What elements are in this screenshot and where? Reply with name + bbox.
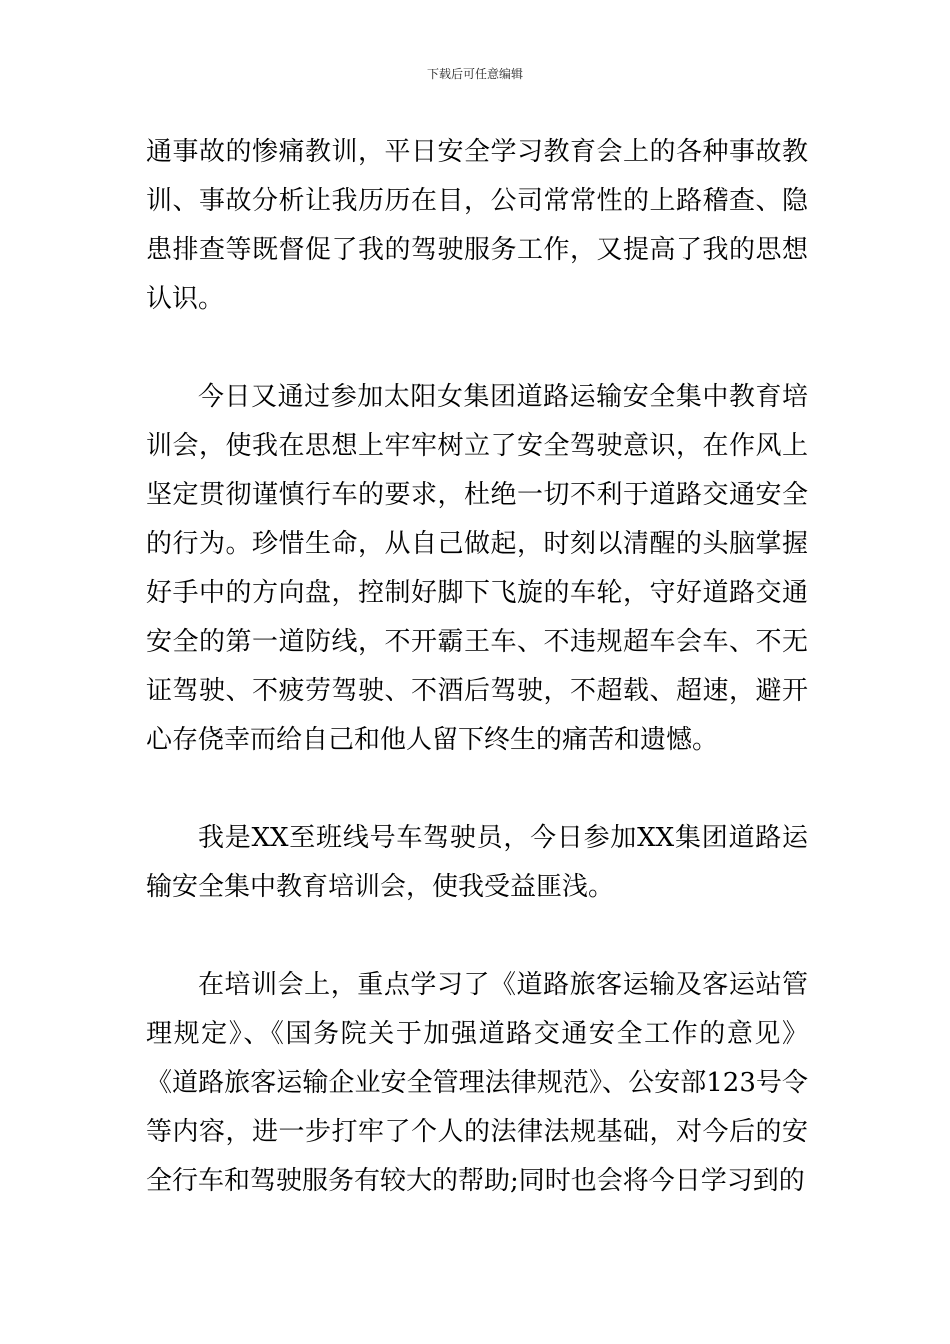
document-body <box>146 128 808 1206</box>
paragraph-1: 通事故的惨痛教训，平日安全学习教育会上的各种事故教训、事故分析让我历历在目，公司常常性的上路稽查、隐患排查等既督促了我的驾驶服务工作，又提高了我的思想认识。 <box>146 137 808 314</box>
paragraph-gap <box>146 912 808 961</box>
paragraph-gap <box>146 765 808 814</box>
page-header: 下载后可任意编辑 <box>426 67 523 81</box>
paragraph-gap <box>146 324 808 373</box>
paragraph-2: 今日又通过参加太阳女集团道路运输安全集中教育培训会，使我在思想上牢牢树立了安全驾驶意识，在作风上坚定贯彻谨慎行车的要求，杜绝一切不利于道路交通安全的行为。珍惜生命，从自己做起，时刻以清醒的头脑掌握好手中的方向盘，控制好脚下飞旋的车轮，守好道路交通安全的第一道防线，不开霸王车、不违规超车会车、不无证驾驶、不疲劳驾驶、不酒后驾驶，不超载、超速，避开心存侥幸而给自己和他人留下终生的痛苦和遗憾。 <box>146 382 808 755</box>
paragraph-3: 我是XX至班线号车驾驶员，今日参加XX集团道路运输安全集中教育培训会，使我受益匪浅。 <box>146 823 808 902</box>
paragraph-4: 在培训会上，重点学习了《道路旅客运输及客运站管理规定》、《国务院关于加强道路交通安全工作的意见》《道路旅客运输企业安全管理法律规范》、公安部123号令等内容，进一步打牢了个人的法律法规基础，对今后的安全行车和驾驶服务有较大的帮助;同时也会将今日学习到的 <box>146 970 808 1196</box>
